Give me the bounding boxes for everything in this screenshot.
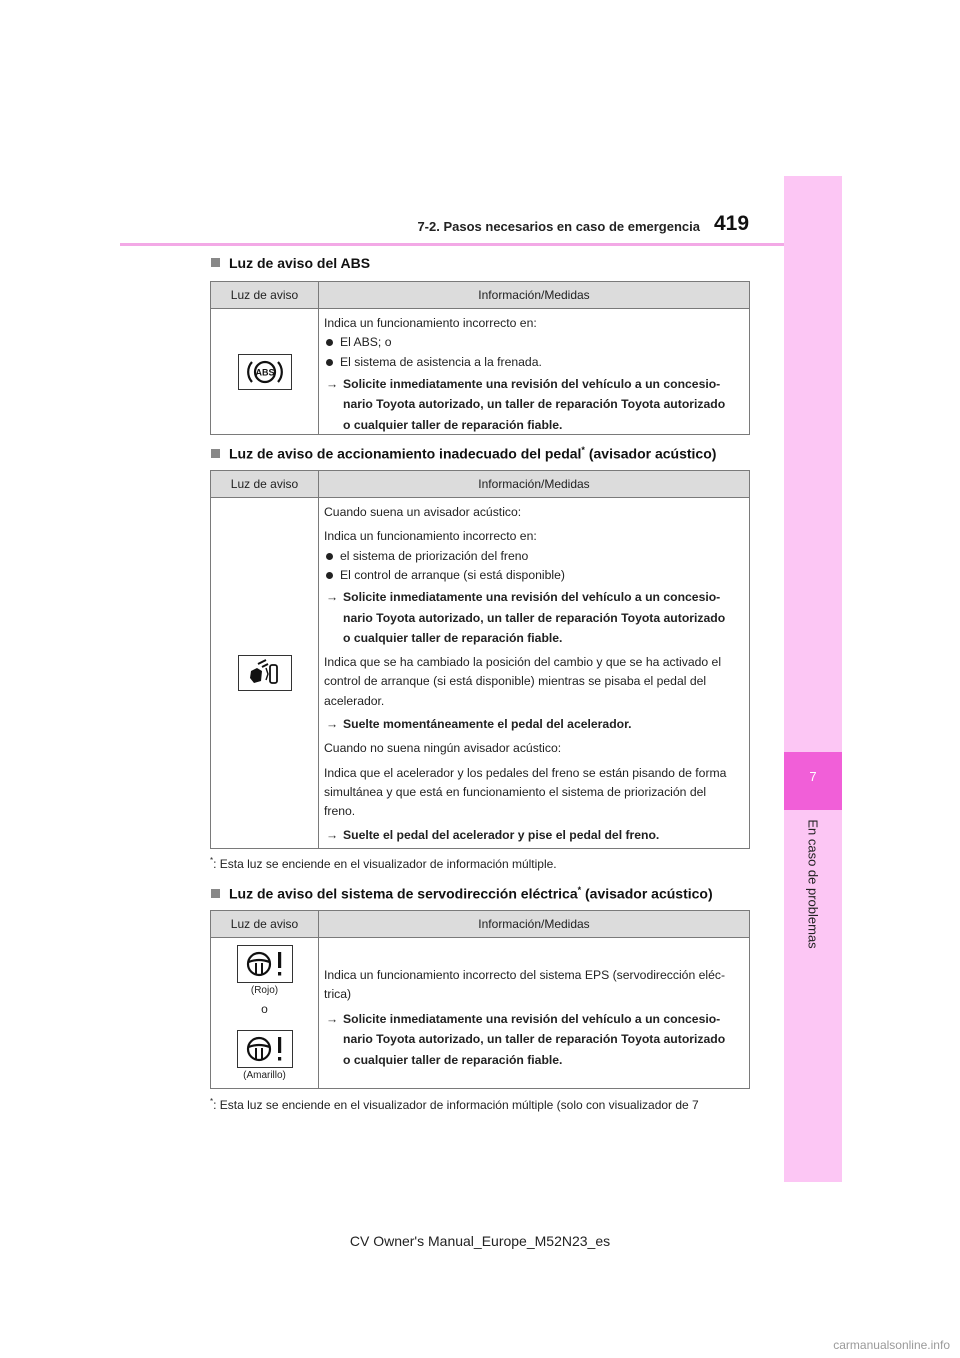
action-instruction: → Suelte el pedal del acelerador y pise el pedal del freno. <box>324 825 745 846</box>
abs-table <box>210 281 750 435</box>
column-header-info: Información/Medidas <box>478 288 590 302</box>
pedal-table <box>210 470 750 849</box>
column-header-info: Información/Medidas <box>478 477 590 491</box>
action-instruction: → Solicite inmediatamente una revisión del vehículo a un concesio- nario Toyota autorizado, un taller de reparación Toyota autorizado o cualquier taller de reparación fiable. <box>324 587 745 649</box>
info-text: trica) <box>324 987 352 1002</box>
info-cell <box>212 498 749 848</box>
column-header-light: Luz de aviso <box>211 282 319 308</box>
arrow-icon: → <box>326 376 339 391</box>
table-row <box>211 938 749 1088</box>
arrow-icon: → <box>326 1011 339 1026</box>
table-header <box>211 282 749 309</box>
info-paragraph: Indica que se ha cambiado la posición del cambio y que se ha activado el control de arranque (si está disponible) mientras se pisaba el pedal del acelerador. <box>324 654 722 708</box>
page-number: 419 <box>714 212 750 235</box>
section-title-eps: Luz de aviso del sistema de servodirección eléctrica* (avisador acústico) <box>211 885 713 902</box>
header-divider <box>120 243 784 246</box>
info-text: Indica un funcionamiento incorrecto en: <box>324 316 537 330</box>
svg-text:ABS: ABS <box>254 367 275 377</box>
list-item: El sistema de asistencia a la frenada. <box>324 353 745 372</box>
table-row <box>211 498 749 848</box>
section-header: 7-2. Pasos necesarios en caso de emergencia <box>417 219 700 234</box>
chapter-sidebar <box>784 176 842 1182</box>
arrow-icon: → <box>326 827 339 842</box>
action-instruction: → Solicite inmediatamente una revisión del vehículo a un concesio- nario Toyota autorizado, un taller de reparación Toyota autorizado o cualquier taller de reparación fiable. <box>324 1009 745 1071</box>
info-cell <box>212 309 749 434</box>
section-bullet-icon <box>211 889 220 898</box>
table-header <box>211 911 749 938</box>
section-bullet-icon <box>211 449 220 458</box>
column-header-info: Información/Medidas <box>478 917 590 931</box>
eps-table <box>210 910 750 1089</box>
action-instruction: → Suelte momentáneamente el pedal del acelerador. <box>324 714 745 735</box>
list-item: El control de arranque (si está disponible) <box>324 566 745 585</box>
section-bullet-icon <box>211 258 220 267</box>
arrow-icon: → <box>326 590 339 605</box>
watermark: carmanualsonline.info <box>833 1338 950 1352</box>
info-text: Indica un funcionamiento incorrecto del sistema EPS (servodirección eléc- <box>324 968 726 982</box>
info-text: Indica un funcionamiento incorrecto en: <box>324 529 537 544</box>
list-item: El ABS; o <box>324 333 745 352</box>
column-header-light: Luz de aviso <box>211 471 319 497</box>
info-text: Cuando suena un avisador acústico: <box>324 505 522 519</box>
table-row <box>211 309 749 434</box>
info-text: Cuando no suena ningún avisador acústico: <box>324 741 562 756</box>
arrow-icon: → <box>326 716 339 731</box>
chapter-label: En caso de problemas <box>805 819 821 949</box>
info-cell <box>212 938 749 1088</box>
action-instruction: → Solicite inmediatamente una revisión del vehículo a un concesio- nario Toyota autorizado, un taller de reparación Toyota autorizado o cualquier taller de reparación fiable. <box>324 374 745 436</box>
info-paragraph: Indica que el acelerador y los pedales del freno se están pisando de forma simultánea y que está en funcionamiento el sistema de priorización del freno. <box>324 765 727 819</box>
table-header <box>211 471 749 498</box>
footnote-eps: *: Esta luz se enciende en el visualizador de información múltiple (solo con visualizador de 7 <box>210 1097 699 1112</box>
section-title-abs: Luz de aviso del ABS <box>211 255 370 271</box>
icon-caption-red: (Rojo) <box>250 985 279 996</box>
icon-caption-amber: (Amarillo) <box>243 1070 286 1081</box>
column-header-light: Luz de aviso <box>211 911 319 937</box>
footnote-pedal: *: Esta luz se enciende en el visualizador de información múltiple. <box>210 856 557 871</box>
document-footer: CV Owner's Manual_Europe_M52N23_es <box>349 1233 611 1249</box>
chapter-number: 7 <box>809 769 817 784</box>
section-title-pedal: Luz de aviso de accionamiento inadecuado del pedal* (avisador acústico) <box>211 445 716 462</box>
icon-or-text: o <box>261 1002 268 1016</box>
list-item: el sistema de priorización del freno <box>324 547 745 566</box>
